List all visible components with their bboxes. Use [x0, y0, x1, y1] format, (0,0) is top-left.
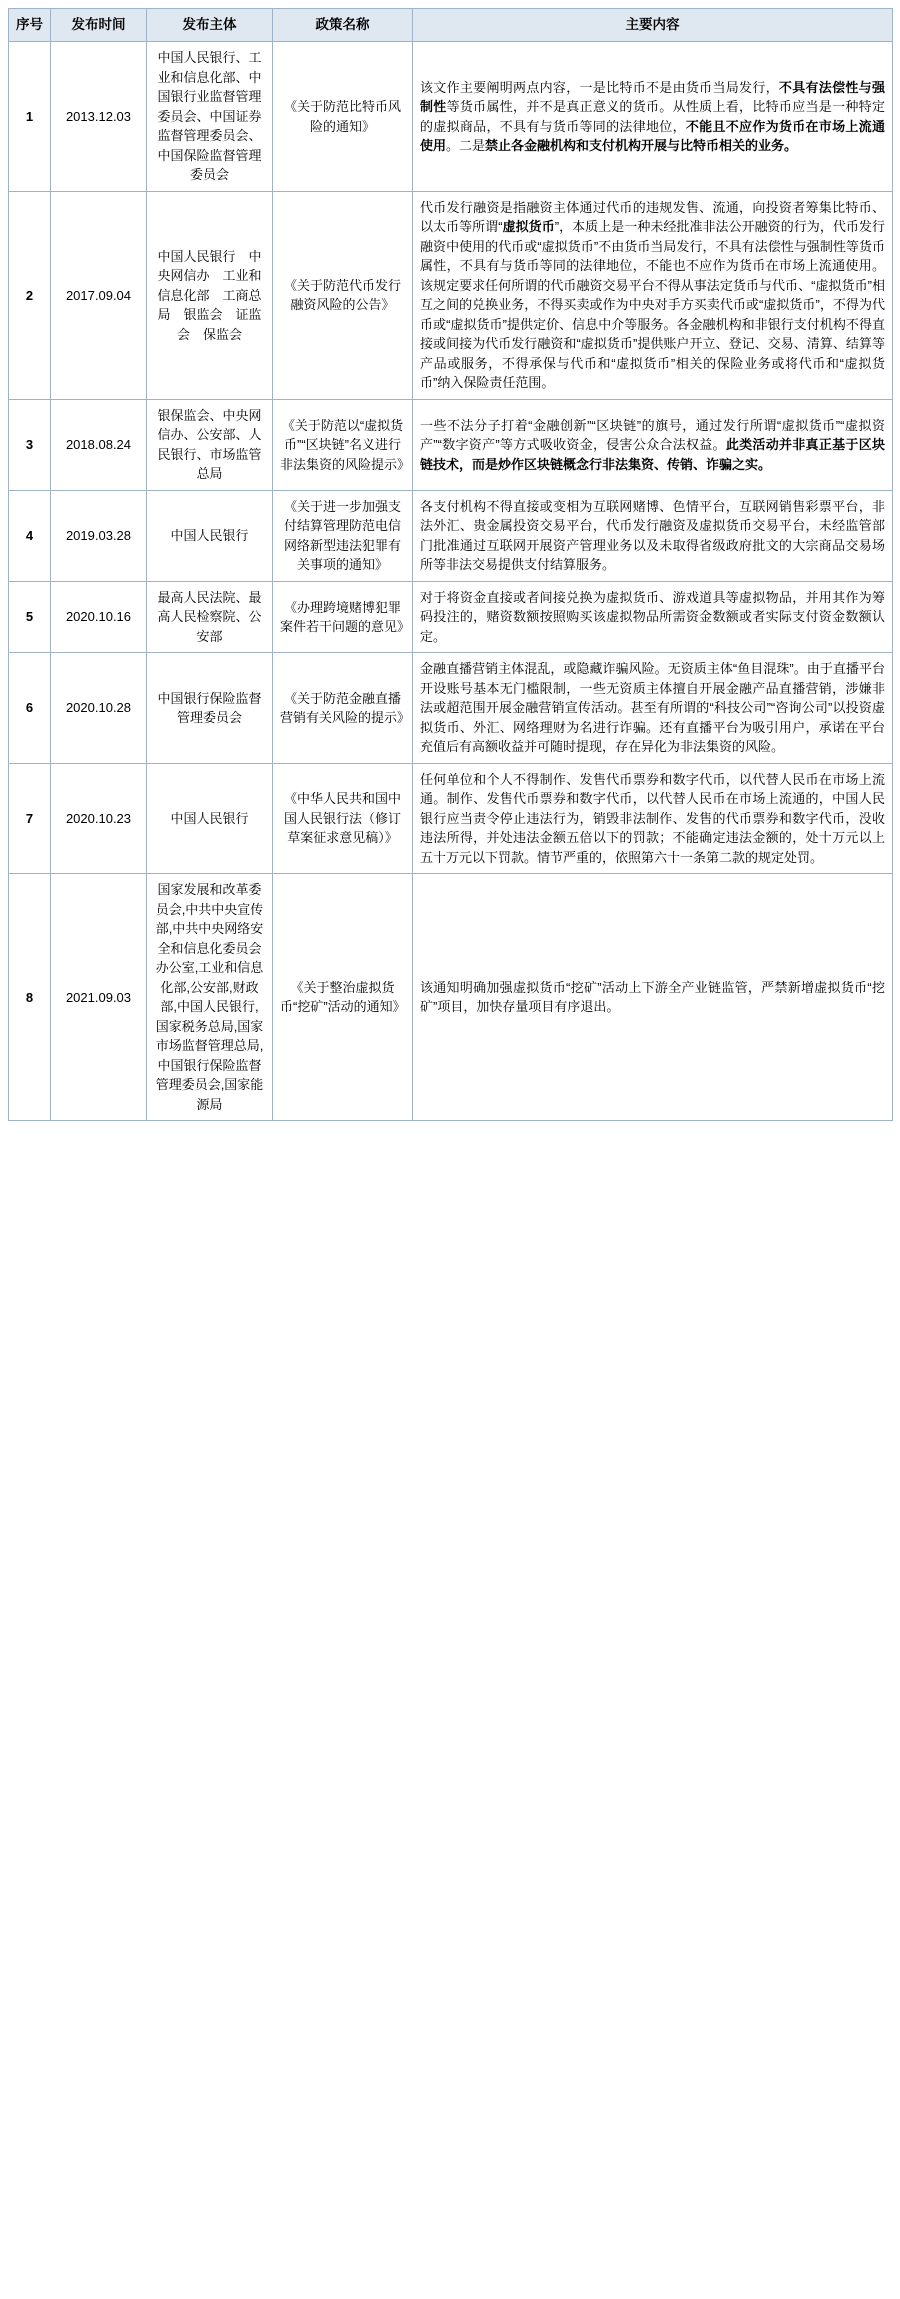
row-issuing-body: 最高人民法院、最高人民检察院、公安部 — [147, 581, 273, 653]
row-main-content — [413, 763, 893, 874]
content-text: 该通知明确加强虚拟货币“挖矿”活动上下游全产业链监管，严禁新增虚拟货币“挖矿”项目，加快存量项目有序退出。 — [420, 979, 885, 1015]
row-date: 2017.09.04 — [51, 191, 147, 399]
content-emphasis: 不能且不应作为货币在市场上流通使用 — [420, 118, 885, 153]
column-header-index: 序号 — [9, 9, 51, 42]
row-date: 2019.03.28 — [51, 490, 147, 581]
content-text: 。二是 — [446, 138, 486, 153]
content-emphasis: 不具有法偿性与强制性 — [420, 79, 885, 114]
content-emphasis: 虚拟货币 — [502, 219, 555, 235]
row-index: 1 — [9, 42, 51, 192]
row-issuing-body: 中国银行保险监督管理委员会 — [147, 653, 273, 764]
row-date: 2018.08.24 — [51, 399, 147, 490]
table-header — [9, 9, 893, 42]
row-issuing-body: 国家发展和改革委员会,中共中央宣传部,中共中央网络安全和信息化委员会办公室,工业和信息化部,公安部,财政部,中国人民银行,国家税务总局,国家市场监督管理总局,中国银行保险监督管理委员会,国家能源局 — [147, 874, 273, 1121]
column-header-name: 政策名称 — [273, 9, 413, 42]
table-row — [9, 191, 893, 399]
content-text: 任何单位和个人不得制作、发售代币票券和数字代币，以代替人民币在市场上流通。制作、发售代币票券和数字代币，以代替人民币在市场上流通的，中国人民银行应当责令停止违法行为，销毁非法制作、发售的代币票券和数字代币，没收违法所得，并处违法金额五倍以下的罚款；不能确定违法金额的，处十万元以上五十万元以下罚款。情节严重的，依照第六十一条第二款的规定处罚。 — [420, 771, 885, 865]
row-policy-name: 《关于防范以“虚拟货币”“区块链”名义进行非法集资的风险提示》 — [273, 399, 413, 490]
content-text: 金融直播营销主体混乱，或隐藏诈骗风险。无资质主体“鱼目混珠”。由于直播平台开设账号基本无门槛限制，一些无资质主体擅自开展金融产品直播营销，涉嫌非法或超范围开展金融营销宣传活动。甚至有所谓的“科技公司”“咨询公司”以投资虚拟货币、外汇、网络理财为名进行诈骗。还有直播平台为吸引用户，承诺在平台充值后有高额收益并可随时提现，存在异化为非法集资的风险。 — [420, 661, 885, 755]
table-row — [9, 763, 893, 874]
row-main-content — [413, 490, 893, 581]
row-policy-name: 《办理跨境赌博犯罪案件若干问题的意见》 — [273, 581, 413, 653]
row-issuing-body: 中国人民银行、工业和信息化部、中国银行业监督管理委员会、中国证券监督管理委员会、中国保险监督管理委员会 — [147, 42, 273, 192]
row-date: 2021.09.03 — [51, 874, 147, 1121]
table-header-row — [9, 9, 893, 42]
row-date: 2020.10.28 — [51, 653, 147, 764]
table-row — [9, 490, 893, 581]
content-text: 对于将资金直接或者间接兑换为虚拟货币、游戏道具等虚拟物品，并用其作为筹码投注的，赌资数额按照购买该虚拟物品所需资金数额或者实际支付资金数额认定。 — [420, 589, 885, 644]
row-main-content — [413, 581, 893, 653]
row-index: 3 — [9, 399, 51, 490]
row-policy-name: 《关于防范金融直播营销有关风险的提示》 — [273, 653, 413, 764]
column-header-date: 发布时间 — [51, 9, 147, 42]
row-policy-name: 《关于防范比特币风险的通知》 — [273, 42, 413, 192]
row-index: 8 — [9, 874, 51, 1121]
document-page — [0, 0, 900, 1131]
row-main-content — [413, 191, 893, 399]
row-main-content — [413, 399, 893, 490]
row-index: 2 — [9, 191, 51, 399]
table-row — [9, 399, 893, 490]
content-text: 该规定要求任何所谓的代币融资交易平台不得从事法定货币与代币、“虚拟货币”相互之间的兑换业务，不得买卖或作为中央对手方买卖代币或“虚拟货币”，不得为代币或“虚拟货币”提供定价、信息中介等服务。各金融机构和非银行支付机构不得直接或间接为代币发行融资和“虚拟货币”提供账户开立、登记、交易、清算、结算等产品或服务，不得承保与代币和“虚拟货币”相关的保险业务或将代币和“虚拟货币”纳入保险责任范围。 — [420, 277, 885, 391]
row-main-content — [413, 874, 893, 1121]
row-index: 4 — [9, 490, 51, 581]
content-text: 等货币属性，并不是真正意义的货币。从性质上看，比特币应当是一种特定的虚拟商品，不具有与货币等同的法律地位， — [420, 99, 885, 134]
content-text: 各支付机构不得直接或变相为互联网赌博、色情平台，互联网销售彩票平台，非法外汇、贵金属投资交易平台，代币发行融资及虚拟货币交易平台，未经监管部门批准通过互联网开展资产管理业务以及未取得省级政府批文的大宗商品交易场所等非法交易提供支付结算服务。 — [420, 498, 885, 573]
content-text: 一些不法分子打着“金融创新”“区块链”的旗号，通过发行所谓“虚拟货币”“虚拟资产”“数字资产”等方式吸收资金，侵害公众合法权益。 — [420, 417, 885, 452]
row-index: 6 — [9, 653, 51, 764]
row-date: 2013.12.03 — [51, 42, 147, 192]
content-text: 该文作主要阐明两点内容，一是比特币不是由货币当局发行， — [420, 79, 779, 95]
row-issuing-body: 中国人民银行 — [147, 490, 273, 581]
row-index: 7 — [9, 763, 51, 874]
table-row — [9, 42, 893, 192]
row-date: 2020.10.23 — [51, 763, 147, 874]
row-index: 5 — [9, 581, 51, 653]
row-issuing-body: 中国人民银行 — [147, 763, 273, 874]
policy-table — [8, 8, 893, 1121]
row-issuing-body: 中国人民银行 中央网信办 工业和信息化部 工商总局 银监会 证监会 保监会 — [147, 191, 273, 399]
row-date: 2020.10.16 — [51, 581, 147, 653]
row-main-content — [413, 42, 893, 192]
row-policy-name: 《关于整治虚拟货币“挖矿”活动的通知》 — [273, 874, 413, 1121]
row-main-content — [413, 653, 893, 764]
content-emphasis: 禁止各金融机构和支付机构开展与比特币相关的业务。 — [485, 138, 798, 153]
column-header-content: 主要内容 — [413, 9, 893, 42]
table-row — [9, 874, 893, 1121]
table-body — [9, 42, 893, 1121]
content-emphasis: 此类活动并非真正基于区块链技术，而是炒作区块链概念行非法集资、传销、诈骗之实。 — [420, 437, 885, 472]
row-policy-name: 《关于防范代币发行融资风险的公告》 — [273, 191, 413, 399]
row-policy-name: 《关于进一步加强支付结算管理防范电信网络新型违法犯罪有关事项的通知》 — [273, 490, 413, 581]
content-text: 代币发行融资是指融资主体通过代币的违规发售、流通，向投资者筹集比特币、以太币等所谓“ — [420, 199, 885, 235]
content-text: ”，本质上是一种未经批准非法公开融资的行为，代币发行融资中使用的代币或“虚拟货币”不由货币当局发行，不具有法偿性与强制性等货币属性，不具有与货币等同的法律地位，不能也不应作为货币在市场上流通使用。 — [420, 219, 885, 274]
row-issuing-body: 银保监会、中央网信办、公安部、人民银行、市场监管总局 — [147, 399, 273, 490]
column-header-org: 发布主体 — [147, 9, 273, 42]
row-policy-name: 《中华人民共和国中国人民银行法（修订草案征求意见稿）》 — [273, 763, 413, 874]
table-row — [9, 653, 893, 764]
table-row — [9, 581, 893, 653]
